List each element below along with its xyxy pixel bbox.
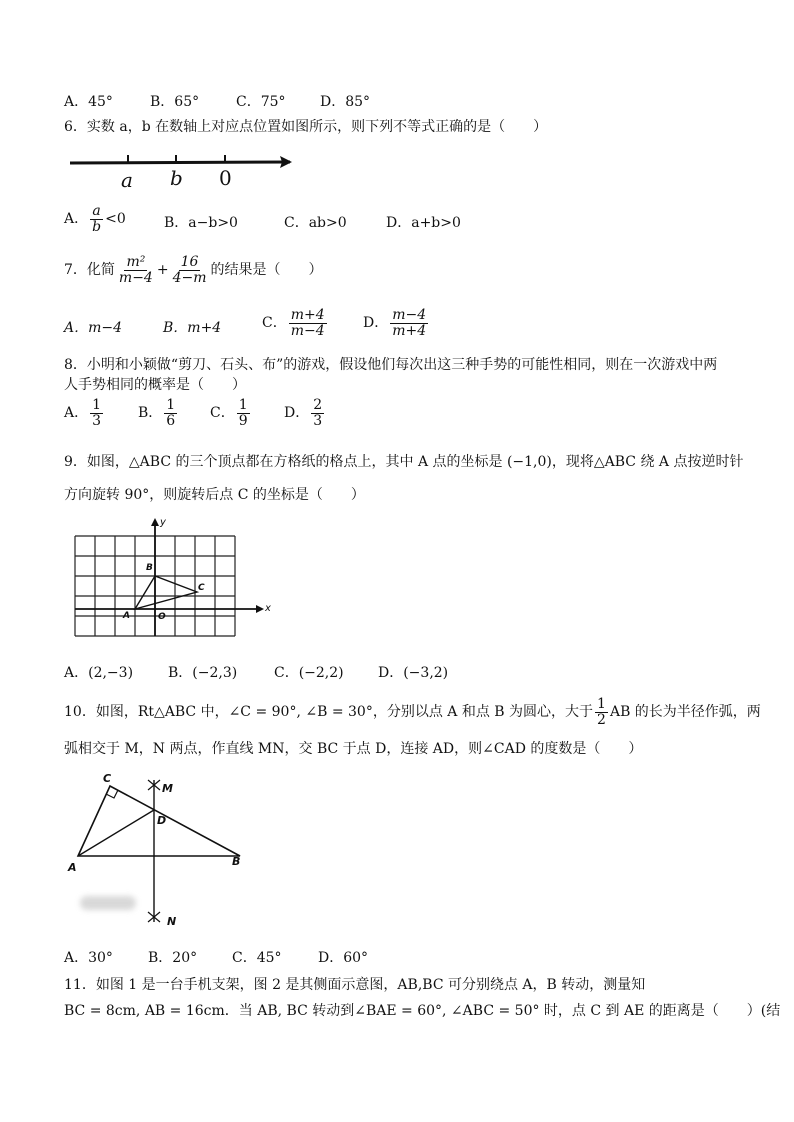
grid-point-c-label: C bbox=[198, 583, 205, 593]
fig-label-n: N bbox=[167, 915, 177, 928]
fraction-a-over-b bbox=[90, 204, 103, 234]
q7-option-d bbox=[363, 308, 430, 338]
q7-option-c bbox=[262, 308, 329, 338]
grid-origin-label: O bbox=[158, 612, 166, 622]
option-fraction bbox=[164, 398, 177, 428]
q8-question-line-2: 人手势相同的概率是（ ） bbox=[64, 377, 246, 393]
q7-option-b: B．m+4 bbox=[163, 320, 222, 336]
q7-option-a: A．m−4 bbox=[64, 320, 123, 336]
fraction-numerator: m² bbox=[126, 254, 146, 270]
q10-triangle-figure bbox=[70, 774, 260, 934]
fraction-denominator: m−4 bbox=[290, 322, 325, 339]
q9-option-b: B．(−2,3) bbox=[168, 665, 238, 681]
q7-prefix: 7．化简 bbox=[64, 262, 115, 279]
q6-question-text: 6．实数 a，b 在数轴上对应点位置如图所示，则下列不等式正确的是（ ） bbox=[64, 119, 548, 135]
q6-option-b: B．a−b>0 bbox=[164, 215, 238, 231]
q8-option-b bbox=[138, 398, 179, 428]
q7-question bbox=[64, 255, 323, 285]
fraction-numerator: a bbox=[92, 203, 101, 219]
q6-number-line bbox=[70, 150, 300, 190]
fraction-numerator: 1 bbox=[597, 696, 606, 712]
q10-line1-end: AB 的长为半径作弧，两 bbox=[609, 704, 761, 721]
half-fraction bbox=[595, 697, 608, 727]
fraction-denominator: b bbox=[92, 218, 102, 235]
fig-label-a: A bbox=[68, 861, 77, 874]
q7-option-d-fraction bbox=[390, 308, 428, 338]
fraction-denominator: 6 bbox=[166, 412, 176, 429]
q10-option-a: A．30° bbox=[64, 950, 113, 966]
q10-option-b: B．20° bbox=[148, 950, 198, 966]
q5-option-d: D．85° bbox=[320, 94, 371, 110]
q8-question-line-1: 8．小明和小颖做“剪刀、石头、布”的游戏，假设他们每次出这三种手势的可能性相同，则在一次游戏中两 bbox=[64, 357, 718, 373]
q5-option-b: B．65° bbox=[150, 94, 200, 110]
q10-option-c: C．45° bbox=[232, 950, 282, 966]
fraction-denominator: m+4 bbox=[392, 322, 427, 339]
option-label: C． bbox=[210, 405, 235, 422]
q5-option-c: C．75° bbox=[236, 94, 286, 110]
fraction-numerator: 2 bbox=[313, 397, 323, 413]
fraction-denominator: 4−m bbox=[172, 269, 207, 286]
number-line-label-b: b bbox=[170, 166, 183, 190]
q11-question-line-1: 11．如图 1 是一台手机支架，图 2 是其侧面示意图，AB,BC 可分别绕点 A，B 转动，测量知 bbox=[64, 977, 646, 993]
fraction-denominator: 2 bbox=[597, 711, 606, 728]
option-label: D． bbox=[284, 405, 310, 422]
q8-option-d bbox=[284, 398, 326, 428]
fraction-numerator: 1 bbox=[166, 397, 176, 413]
grid-x-label: x bbox=[265, 603, 271, 614]
fraction-denominator: 3 bbox=[313, 412, 323, 429]
option-a-label: A． bbox=[64, 211, 89, 228]
q6-option-c: C．ab>0 bbox=[284, 215, 347, 231]
q9-question-line-1: 9．如图，△ABC 的三个顶点都在方格纸的格点上，其中 A 点的坐标是 (−1,0)，现将△ABC 绕 A 点按逆时针 bbox=[64, 454, 744, 470]
q7-option-c-fraction bbox=[289, 308, 327, 338]
number-line-label-a: a bbox=[121, 168, 133, 192]
q9-option-a: A．(2,−3) bbox=[64, 665, 134, 681]
fig-label-b: B bbox=[232, 855, 241, 868]
option-label: D． bbox=[363, 315, 389, 332]
plus-sign: + bbox=[156, 262, 169, 279]
option-fraction bbox=[90, 398, 103, 428]
blurred-watermark bbox=[80, 896, 136, 910]
option-label: B． bbox=[138, 405, 163, 422]
fraction-numerator: m+4 bbox=[290, 307, 325, 323]
inequality-tail: <0 bbox=[105, 211, 126, 228]
q9-grid-figure bbox=[70, 518, 270, 642]
q7-suffix: 的结果是（ ） bbox=[210, 262, 323, 279]
q8-option-a bbox=[64, 398, 105, 428]
option-fraction bbox=[311, 398, 324, 428]
q10-question-line-2: 弧相交于 M，N 两点，作直线 MN，交 BC 于点 D，连接 AD，则∠CAD 的度数是（ ） bbox=[64, 741, 643, 757]
fraction-numerator: 16 bbox=[180, 254, 199, 270]
q9-question-line-2: 方向旋转 90°，则旋转后点 C 的坐标是（ ） bbox=[64, 487, 365, 503]
q7-fraction-1 bbox=[117, 255, 155, 285]
option-label: A． bbox=[64, 405, 89, 422]
grid-y-label: y bbox=[160, 517, 166, 528]
fraction-numerator: 1 bbox=[238, 397, 248, 413]
q9-option-d: D．(−3,2) bbox=[378, 665, 449, 681]
q10-option-d: D．60° bbox=[318, 950, 369, 966]
fig-label-c: C bbox=[103, 772, 112, 785]
option-fraction bbox=[237, 398, 250, 428]
q5-option-a: A．45° bbox=[64, 94, 113, 110]
grid-point-b-label: B bbox=[146, 563, 153, 573]
q10-question-line-1 bbox=[64, 697, 761, 727]
fig-label-m: M bbox=[162, 782, 173, 795]
q10-line1-start: 10．如图，Rt△ABC 中，∠C = 90°, ∠B = 30°，分别以点 A 和点 B 为圆心，大于 bbox=[64, 704, 594, 721]
q6-option-a bbox=[64, 204, 126, 234]
q9-option-c: C．(−2,2) bbox=[274, 665, 344, 681]
q8-option-c bbox=[210, 398, 252, 428]
fraction-denominator: m−4 bbox=[118, 269, 153, 286]
q7-fraction-2 bbox=[171, 255, 209, 285]
fraction-denominator: 9 bbox=[238, 412, 248, 429]
option-label: C． bbox=[262, 315, 287, 332]
fig-label-d: D bbox=[157, 814, 167, 827]
q11-question-line-2: BC = 8cm, AB = 16cm．当 AB, BC 转动到∠BAE = 60°, ∠ABC = 50° 时，点 C 到 AE 的距离是（ ）(结 bbox=[64, 1003, 781, 1019]
fraction-denominator: 3 bbox=[92, 412, 102, 429]
fraction-numerator: m−4 bbox=[392, 307, 427, 323]
q6-option-d: D．a+b>0 bbox=[386, 215, 461, 231]
fraction-numerator: 1 bbox=[92, 397, 102, 413]
number-line-label-zero: 0 bbox=[219, 166, 232, 190]
grid-point-a-label: A bbox=[123, 611, 130, 621]
